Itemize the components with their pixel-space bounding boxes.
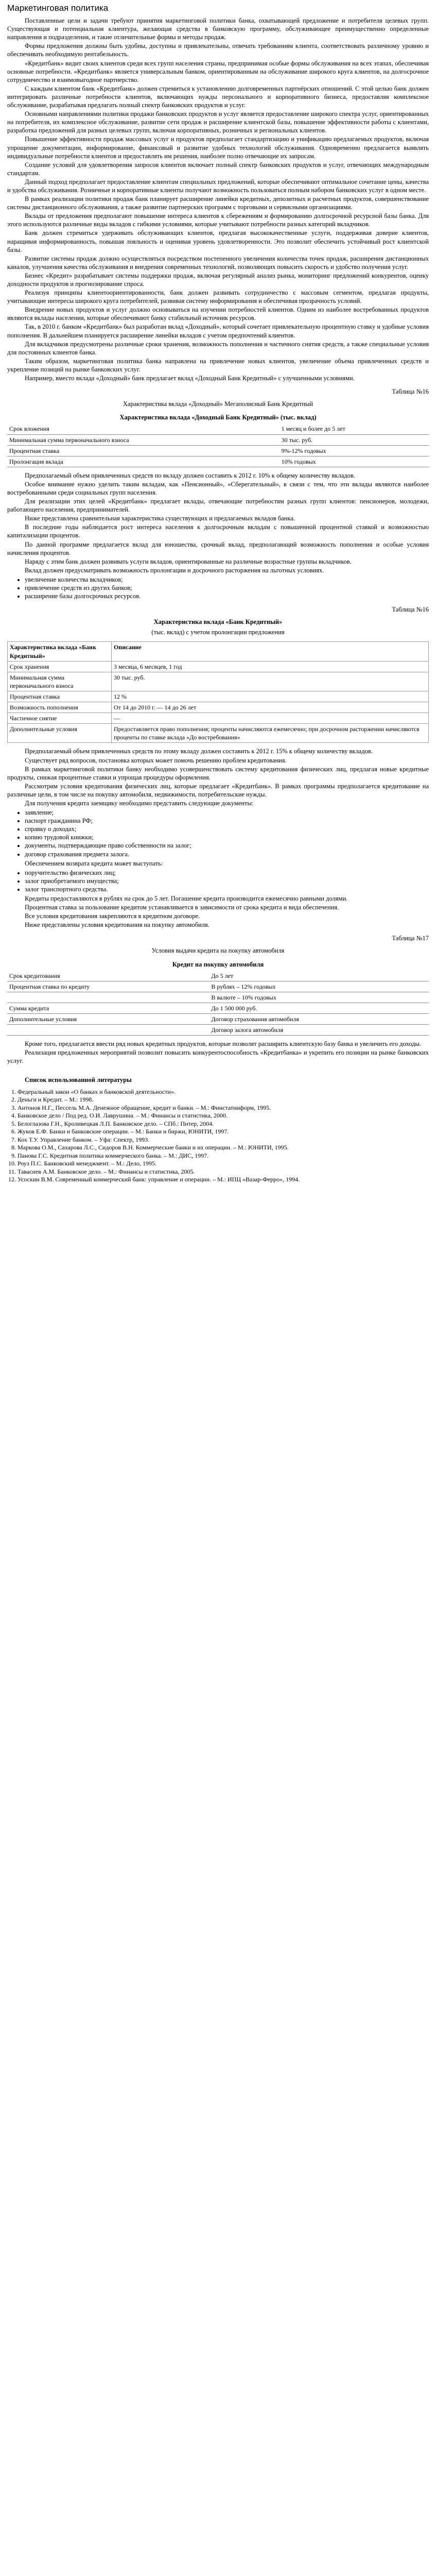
paragraph: В рамках маркетинговой политики банку необходимо усовершенствовать систему кредитования физических лиц, предлагая новые кредитные продукты, снижая процентные ставки и упрощая процедуры оформления. [7,765,429,781]
table-cell: 30 тыс. руб. [280,434,429,445]
paragraph: Вклады от предложения предполагают повышение интереса клиентов к сбережениям и формированию долгосрочной ресурсной базы банка. Для этого используются различные виды вкладов с гибкими условиями, которые учитывают потребности разных категорий вкладчиков. [7,212,429,228]
bullet-list [25,575,429,600]
references-title: Список использованной литературы [25,1076,132,1083]
table-caption: (тыс. вклад) с учетом пролонгации предложения [151,629,285,636]
table-number: Таблица №16 [392,606,429,614]
table-cell: Сумма кредита [7,1003,209,1013]
table-row [7,1025,429,1036]
table-cell: До 5 лет [209,971,429,981]
deposit-table [7,423,429,467]
list-item: • поручительство физических лиц; [25,869,429,877]
paragraph: Для получения кредита заемщику необходимо представить следующие документы: [25,799,254,807]
table-caption: Условия выдачи кредита на покупку автомобиля [151,947,285,955]
paragraph: В рамках реализации политики продаж банк планирует расширение линейки кредитных, депозитных и расчетных продуктов, совершенствование системы дистанционного обслуживания, а также развитие партнерских программ с торговыми и сервисными организациями. [7,195,429,211]
table-cell: 12 % [111,691,428,702]
table-cell: — [111,713,428,724]
paragraph: В последние годы наблюдается рост интереса населения к долгосрочным вкладам с повышенной процентной ставкой и возможностью капитализации процентов. [7,523,429,539]
paragraph: Кредиты предоставляются в рублях на срок до 5 лет. Погашение кредита производится ежемесячно равными долями. [25,895,348,902]
references-list [18,1088,429,1184]
paragraph: Формы предложения должны быть удобны, доступны и привлекательны, отвечать требованиям клиента, соответствовать различному уровню и обеспечивать необходимую рентабельность. [7,42,429,58]
page-title: Маркетинговая политика [7,3,109,13]
table-row [8,713,429,724]
paragraph: Наряду с этим банк должен развивать услуги вкладов, ориентированные на различные возрастные группы вкладчиков. [25,557,352,565]
paragraph: Предполагаемый объем привлеченных средств по вкладу должен составить к 2012 г. 10% к общему количеству вкладов. [25,471,355,479]
table-cell: Минимальная сумма первоначального взноса [8,672,112,691]
list-item: • договор страхования предмета залога. [25,850,429,858]
reference-item: 1. Федеральный закон «О банках и банковской деятельности». [18,1088,429,1096]
list-item: • документы, подтверждающие право собственности на залог; [25,841,429,850]
table-cell: Пролонгация вклада [7,456,280,467]
list-item: • расширение базы долгосрочных ресурсов. [25,592,429,600]
table-cell: Процентная ставка по кредиту [7,981,209,992]
table-row [7,423,429,434]
mid-section [7,471,429,600]
table-cell: 3 месяца, 6 месяцев, 1 год [111,661,428,672]
reference-item: 9. Панова Г.С. Кредитная политика коммерческого банка. – М.: ДИС, 1997. [18,1152,429,1160]
paragraph: Кроме того, предлагается ввести ряд новых кредитных продуктов, которые позволят расширить клиентскую базу банка и увеличить его доходы. [25,1040,421,1048]
table-title: Характеристика вклада «Доходный Банк Кредитный» (тыс. вклад) [119,414,317,421]
reference-item: 7. Кох Т.У. Управление банком. – Уфа: Спектр, 1993. [18,1136,429,1144]
table-cell: Частичное снятие [8,713,112,724]
reference-item: 8. Маркова О.М., Сахарова Л.С., Сидоров В.Н. Коммерческие банки и их операции. – М.: ЮНИТИ, 1995. [18,1144,429,1152]
table-title: Характеристика вклада «Банк Кредитный» [153,618,283,626]
reference-item: 11. Тавасиев А.М. Банковское дело. – М.: Финансы и статистика, 2005. [18,1168,429,1176]
table-row [8,691,429,702]
paragraph: Создание условий для удовлетворения запросов клиентов включает полный спектр банковских продуктов и услуг, отвечающих международным стандартам. [7,161,429,177]
table-row [7,981,429,992]
table-cell: Возможность пополнения [8,702,112,713]
bullet-list [25,808,429,858]
paragraph: По данной программе предлагается вклад для юношества, срочный вклад, предполагающий возможность пополнения и особые условия начисления процентов. [7,540,429,556]
table-row [7,992,429,1003]
paragraph: Для реализации этих целей «Кредитбанк» предлагает вклады, отвечающие потребностям разных групп клиентов: пенсионеров, молодежи, работающего населения, предпринимателей. [7,498,429,514]
paragraph: Реализуя принципы клиентоориентированности, банк должен развивать сотрудничество с массовым сегментом, предлагая продукты, учитывающие интересы широкого круга потребителей, развивая систему информирования и обеспечивая прозрачность условий. [7,289,429,305]
table-cell: 9%-12% годовых [280,445,429,456]
table-caption: Характеристика вклада «Доходный» Мегаполисный Банк Кредитный [123,400,313,408]
paragraph: Внедрение новых продуктов и услуг должно основываться на изучении потребностей клиентов. Одним из наиболее востребованных продуктов являются вклады населения, которые обеспечивают банку стабильный источник ресурсов. [7,306,429,322]
table-row [7,445,429,456]
table-row [8,702,429,713]
table-row [7,971,429,981]
table-cell: Договор страхования автомобиля [209,1014,429,1025]
table-row [7,1014,429,1025]
table-row [8,661,429,672]
table-cell: До 1 500 000 руб. [209,1003,429,1013]
table-row [8,672,429,691]
paragraph: Ниже представлена сравнительная характеристика существующих и предлагаемых вкладов банка. [25,515,295,522]
table-cell: Предоставляется право пополнения; проценты начисляются ежемесячно; при досрочном расторжении начисляются проценты по ставке вклада «До востребования» [111,724,428,743]
paragraph: Процентная ставка за пользование кредитом устанавливается в зависимости от срока кредита и вида обеспечения. [25,904,339,911]
paragraph: Вклад должен предусматривать возможность пролонгации и досрочного расторжения на льготных условиях. [25,566,324,574]
paragraph: С каждым клиентом банк «Кредитбанк» должен стремиться к установлению долговременных партнёрских отношений. С этой целью банк должен интегрировать различные потребности клиентов, включающих нужды персонального и корпоративного бизнеса, предоставляя комплексное обслуживание, разрабатывая предлагать полный спектр банковских продуктов и услуг. [7,84,429,109]
list-item: • заявление; [25,808,429,817]
table-cell [7,1025,209,1036]
paragraph: Данный подход предполагает предоставление клиентам специальных предложений, которые обеспечивают оптимальное сочетание цены, качества и удобства обслуживания. Розничные и корпоративные клиенты получают возможность пользоваться полным набором банковских услуг в одном месте. [7,178,429,194]
list-item: • копию трудовой книжки; [25,833,429,841]
reference-item: 6. Жуков Е.Ф. Банки и банковские операции. – М.: Банки и биржи, ЮНИТИ, 1997. [18,1128,429,1136]
list-item: • залог приобретаемого имущества; [25,877,429,885]
reference-item: 2. Деньги и Кредит. – М.: 1998. [18,1096,429,1104]
list-item: • привлечение средств из других банков; [25,584,429,592]
list-item: • увеличение количества вкладчиков; [25,575,429,584]
table-cell: Договор залога автомобиля [209,1025,429,1036]
table-row [7,434,429,445]
table-row [8,724,429,743]
reference-item: 4. Банковское дело / Под ред. О.И. Лаврушина. – М.: Финансы и статистика, 2000. [18,1112,429,1120]
list-item: • залог транспортного средства. [25,885,429,893]
table-cell: В рублях – 12% годовых [209,981,429,992]
table-row [7,456,429,467]
table-row [8,642,429,661]
paragraph: Рассмотрим условия кредитования физических лиц, которые предлагает «Кредитбанк». В рамках программы предполагается кредитование на различные цели, в том числе на покупку автомобиля, недвижимости, потребительские нужды. [7,782,429,798]
table-cell: Характеристика вклада «Банк Кредитный» [8,642,112,661]
table-cell: От 14 до 2010 г. — 14 до 26 лет [111,702,428,713]
paragraph: Все условия кредитования закрепляются в кредитном договоре. [25,912,200,920]
table-cell: 10% годовых [280,456,429,467]
list-item: • паспорт гражданина РФ; [25,817,429,825]
table-number: Таблица №17 [392,935,429,942]
table-cell: Дополнительные условия [8,724,112,743]
paragraph: Таким образом, маркетинговая политика банка направлена на привлечение новых клиентов, увеличение объема привлеченных средств и укрепление позиций на рынке банковских услуг. [7,357,429,373]
paragraph: Поставленные цели и задачи требуют принятия маркетинговой политики банка, охватывающей предложение и потребителя целевых групп. Существующая и потенциальная клиентура, желающая средства в банковскую программу, обслуживающее преимущественно определенные направления и подразделения, и такие отличительные формы и методы продаж. [7,17,429,41]
intro-section [7,16,429,382]
paragraph: Реализация предложенных мероприятий позволит повысить конкурентоспособность «Кредитбанка» и укрепить его позиции на рынке банковских услуг. [7,1049,429,1065]
table-cell: Описание [111,642,428,661]
paragraph: «Кредитбанк» видит своих клиентов среди всех групп населения страны, предпринимая особые формы обслуживания на всех этапах, обеспечивая основные потребности. «Кредитбанк» является универсальным банком, ориентированным на обслуживание широкого круга клиентов, на долгосрочное сотрудничество и взаимовыгодное партнерство. [7,59,429,83]
paragraph: Развитие системы продаж должно осуществляться посредством постепенного увеличения количества точек продаж, расширения дистанционных каналов, улучшения качества обслуживания и внедрения современных технологий, позволяющих повысить скорость и удобство получения услуг. [7,255,429,270]
table-cell [7,992,209,1003]
table-cell: В валюте – 10% годовых [209,992,429,1003]
paragraph: Обеспечением возврата кредита может выступать: [25,859,163,867]
reference-item: 12. Усоскин В.М. Современный коммерческий банк: управление и операции. – М.: ИПЦ «Вазар-Ферро», 1994. [18,1176,429,1184]
paragraph: Основными направлениями политики продажи банковских продуктов и услуг является предоставление широкого спектра услуг, ориентированных на потребителя, их комплексное обслуживание, развитие сети продаж и расширение клиентской базы, повышение эффективности работы с клиентами, разработка предложений для разных целевых групп, включая корпоративных, розничных и региональных клиентов. [7,110,429,134]
mid2-section [7,747,429,929]
outro-section [7,1040,429,1065]
table-cell: Процентная ставка [7,445,280,456]
paragraph: Предполагаемый объем привлеченных средств по этому вкладу должен составить к 2012 г. 15% к общему количеству вкладов. [25,748,373,755]
car-loan-table [7,971,429,1036]
paragraph: Особое внимание нужно уделить таким вкладам, как «Пенсионный», «Сберегательный», в связи с тем, что эти вклады являются наиболее востребованными среди социальных групп населения. [7,480,429,496]
paragraph: Повышение эффективности продаж массовых услуг и продуктов предполагает стандартизацию и унификацию предлагаемых продуктов, включая упрощение документации, информирование, финансовый и развитие удобных технологий обслуживания. Одновременно предлагается выявлять индивидуальные потребности клиентов и предоставлять им решения, наиболее полно отвечающие их запросам. [7,135,429,160]
table-cell: Срок хранения [8,661,112,672]
reference-item: 10. Роуз П.С. Банковский менеджмент. – М.: Дело, 1995. [18,1160,429,1168]
table-title: Кредит на покупку автомобиля [172,960,264,968]
table-cell: 30 тыс. руб. [111,672,428,691]
paragraph: Так, в 2010 г. банком «Кредитбанк» был разработан вклад «Доходный», который сочетает привлекательную процентную ставку и удобные условия пополнения. В дальнейшем планируется расширение линейки вкладов с учетом предпочтений клиентов. [7,323,429,339]
table-cell: Дополнительные условия [7,1014,209,1025]
deposit-table-2 [7,641,429,743]
table-cell: 1 месяц и более до 5 лет [280,423,429,434]
table-row [7,1003,429,1013]
paragraph: Для вкладчиков предусмотрены различные сроки хранения, возможность пополнения и частичного снятия средств, а также специальные условия для постоянных клиентов банка. [7,340,429,356]
paragraph: Банк должен стремиться удерживать обслуживающих клиентов, предлагая высококачественные услуги, поддерживая доверие клиентов, наращивая информированность, повышая лояльность и оценивая уровень удовлетворенности. Это позволит обеспечить устойчивый рост клиентской базы. [7,229,429,253]
table-cell: Минимальная сумма первоначального взноса [7,434,280,445]
list-item: • справку о доходах; [25,825,429,833]
table-cell: Срок вложения [7,423,280,434]
bullet-list [25,869,429,893]
paragraph: Ниже представлены условия кредитования на покупку автомобиля. [25,921,210,929]
reference-item: 3. Антонов Н.Г., Пессель М.А. Денежное обращение, кредит и банки. – М.: Финстатинформ, 1995. [18,1104,429,1112]
table-cell: Срок кредитования [7,971,209,981]
reference-item: 5. Белоглазова Г.Н., Кроливецкая Л.П. Банковское дело. – СПб.: Питер, 2004. [18,1120,429,1128]
document-page [0,0,436,1196]
paragraph: Существует ряд вопросов, постановка которых может помочь решению проблем кредитования. [25,756,287,764]
table-number: Таблица №16 [392,388,429,396]
table-cell: Процентная ставка [8,691,112,702]
paragraph: Бизнес «Кредит» разрабатывает системы поддержки продаж, включая регулярный анализ рынка, мониторинг предложений конкурентов, оценку доходности продуктов и прогнозирование спроса. [7,272,429,287]
paragraph: Например, вместо вклада «Доходный» банк предлагает вклад «Доходный Банк Кредитный» с улучшенными условиями. [25,375,355,382]
